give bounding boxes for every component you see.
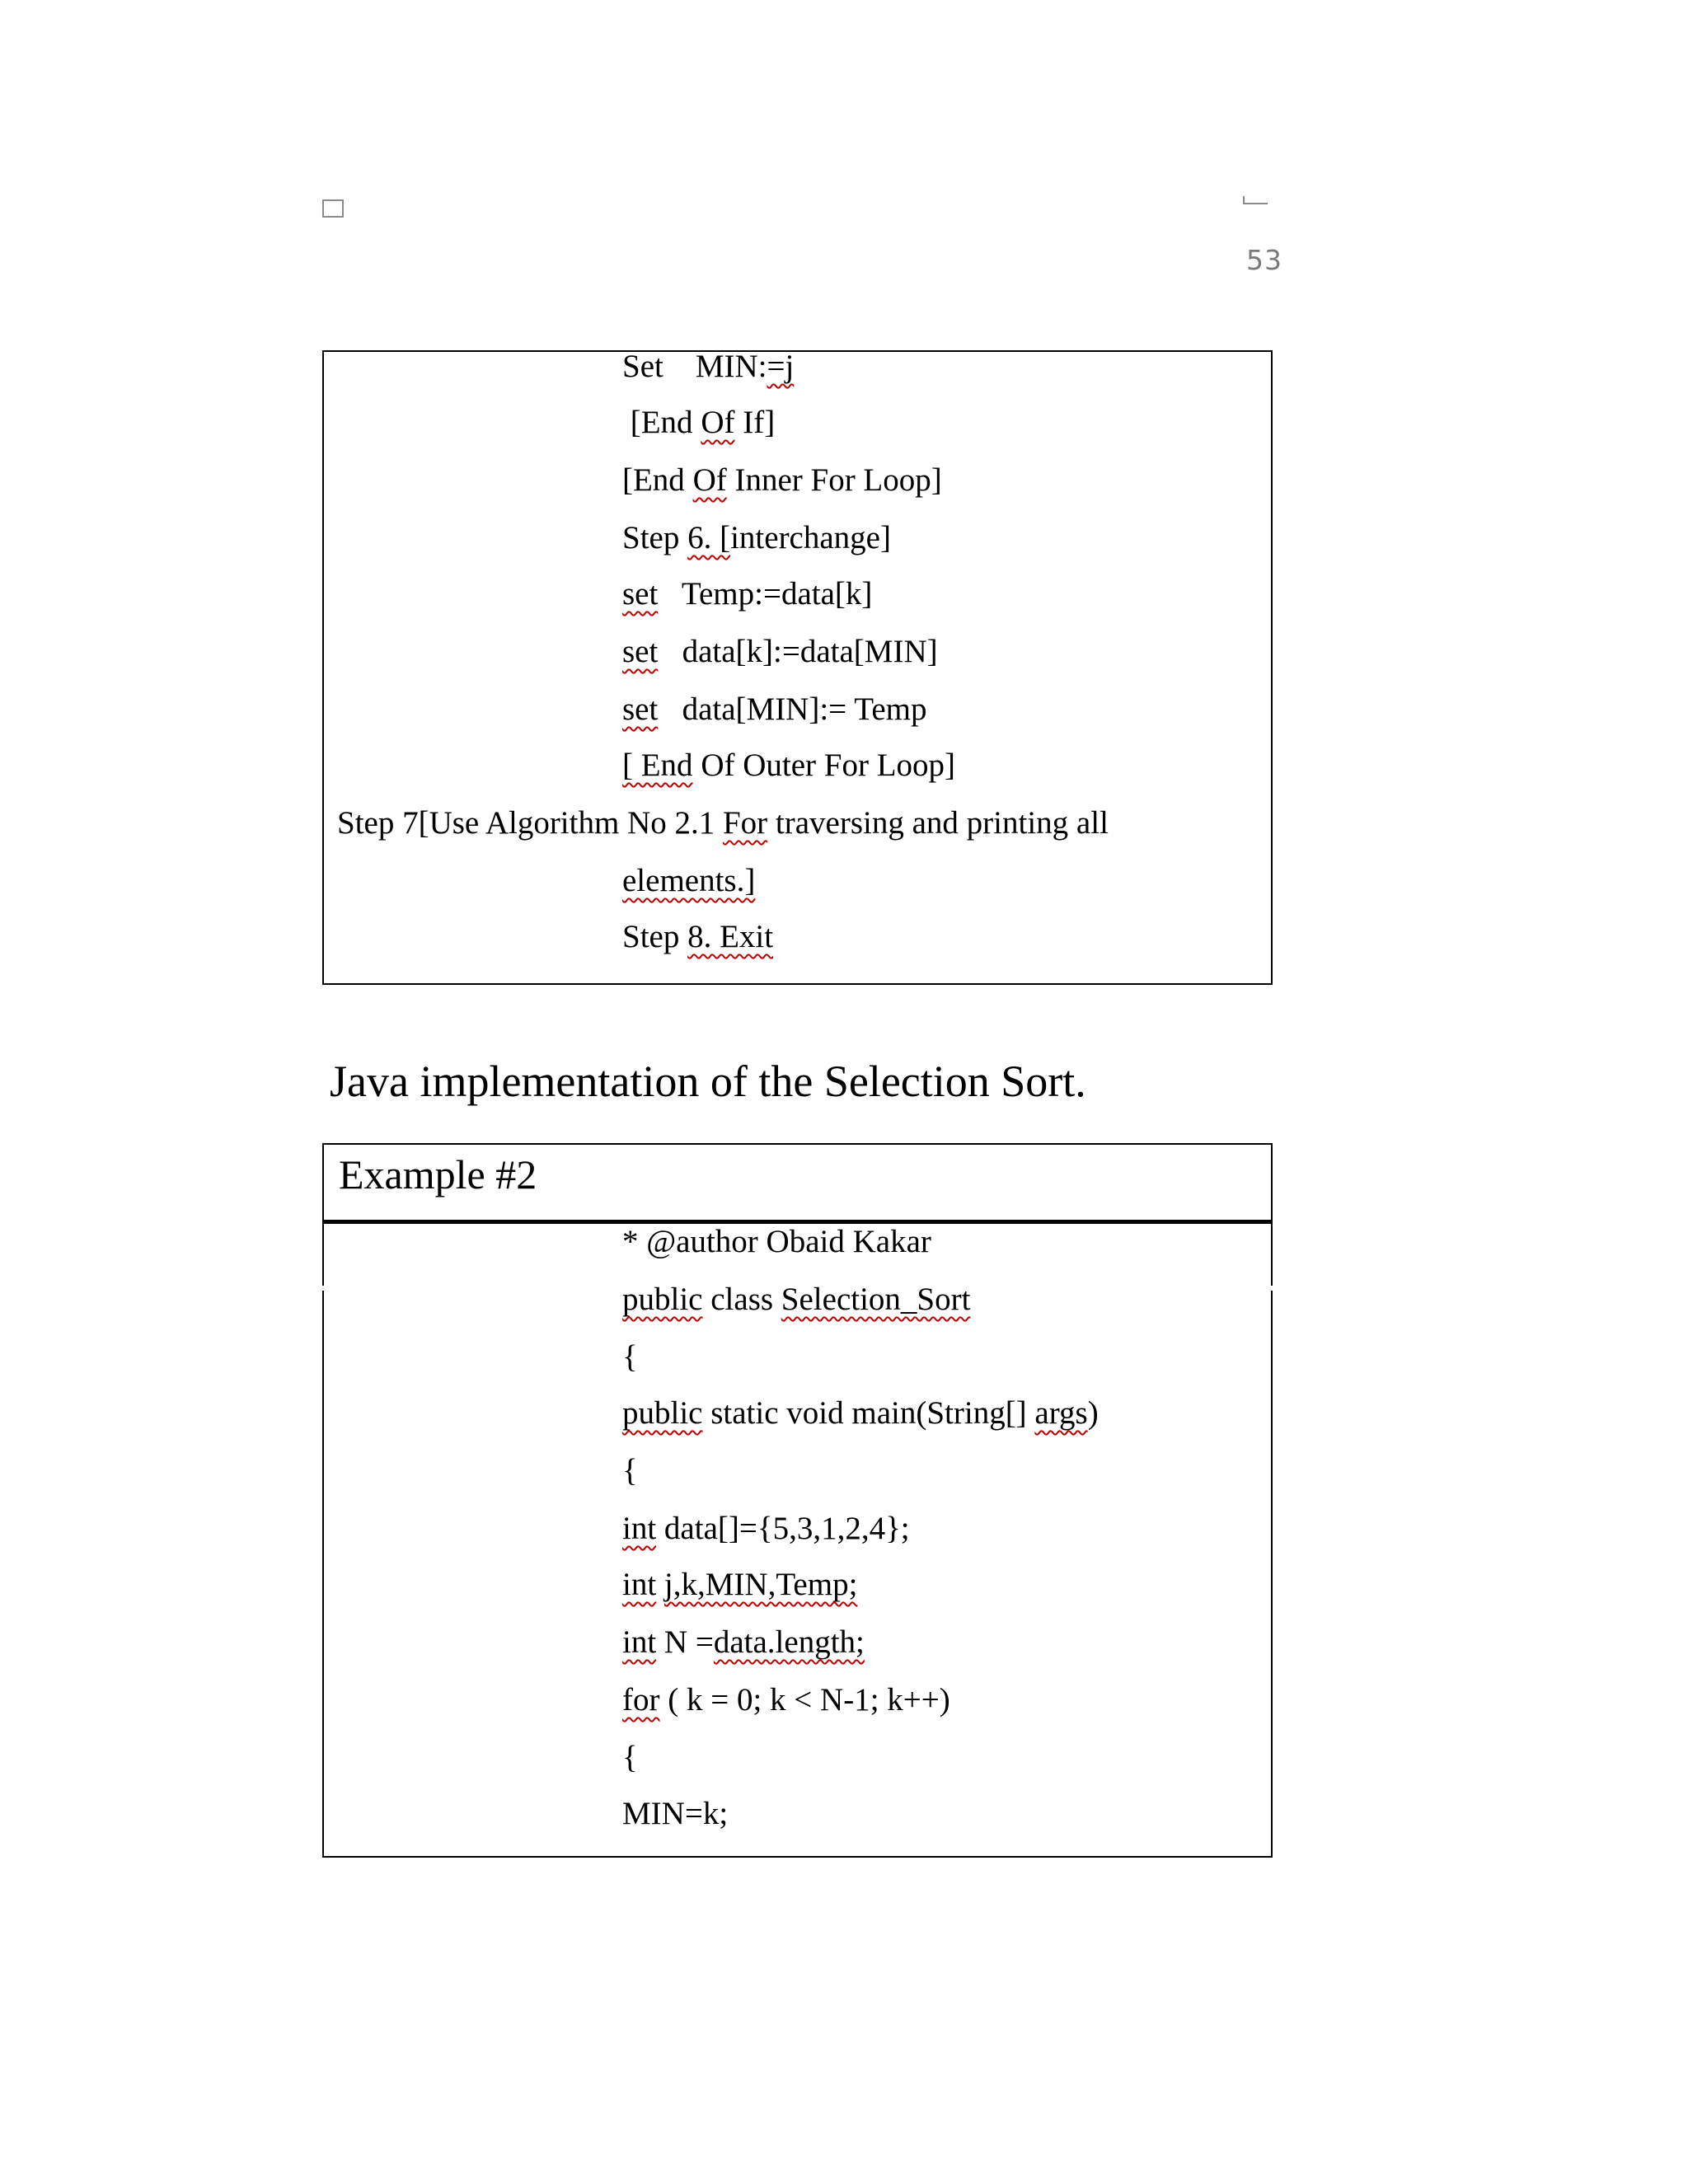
algorithm-text-flagged: set [622,634,659,669]
algorithm-line [622,633,938,671]
code-text: { [622,1339,638,1375]
algorithm-text: Of Outer For Loop] [692,748,955,783]
code-text-flagged: for [622,1682,660,1718]
algorithm-text: Step [622,520,688,555]
algorithm-text: Inner For Loop] [726,462,942,498]
algorithm-line [622,747,955,785]
code-line [622,1739,638,1777]
algorithm-line [622,519,891,557]
code-text: ( k = 0; k < N-1; k++) [659,1682,950,1718]
algorithm-line [622,462,942,499]
code-text: ) [1087,1395,1099,1431]
code-text-flagged: Selection_Sort [781,1282,971,1317]
algorithm-text-flagged: =j [767,349,795,384]
algorithm-text-flagged: Of [692,462,727,498]
algorithm-line [622,404,775,442]
code-line [622,1223,931,1261]
page-corner-mark-right [1243,196,1268,204]
algorithm-text-flagged: [ End [622,748,693,783]
code-line [622,1681,950,1719]
code-text-flagged: data.length; [713,1624,865,1660]
code-text: MIN=k; [622,1796,729,1831]
code-text-flagged: args [1034,1395,1088,1431]
page-number: 53 [1246,244,1282,276]
code-text-flagged: public [622,1395,703,1431]
section-heading: Java implementation of the Selection Sort. [330,1057,1086,1106]
algorithm-text-flagged: set [622,576,659,612]
algorithm-text-flagged: set [622,691,659,727]
algorithm-line [622,862,755,900]
algorithm-text-flagged: For [722,805,768,841]
algorithm-line [622,348,794,386]
algorithm-text-flagged: Of [701,405,735,440]
code-text-flagged: j,k,MIN,Temp; [663,1567,858,1602]
algorithm-text: traversing and printing all [767,805,1109,841]
code-text [656,1567,664,1602]
algorithm-text: Temp:=data[k] [658,576,873,612]
code-text: * @author Obaid Kakar [622,1224,931,1259]
algorithm-line [337,804,1109,842]
example-title: Example #2 [339,1151,537,1197]
algorithm-line [622,918,773,956]
code-box-border-gap-left [321,1286,326,1291]
example-header-box [322,1143,1273,1224]
code-text: { [622,1453,638,1488]
algorithm-text: data[k]:=data[MIN] [658,634,938,669]
algorithm-text-flagged: 8. Exit [687,919,774,954]
algorithm-text: [End [622,462,693,498]
code-text: { [622,1740,638,1775]
code-text: class [702,1282,781,1317]
code-text: static void main(String[] [702,1395,1035,1431]
code-text-flagged: public [622,1282,703,1317]
code-box-border-gap-right [1269,1286,1274,1291]
algorithm-text: Step [622,919,688,954]
code-line [622,1624,865,1661]
code-line [622,1510,910,1548]
algorithm-text: Set MIN: [622,349,767,384]
algorithm-text: interchange] [730,520,891,555]
code-line [622,1394,1099,1432]
code-text-flagged: int [622,1511,657,1546]
algorithm-line [622,575,872,613]
code-line [622,1795,728,1833]
code-text-flagged: int [622,1567,657,1602]
algorithm-text: data[MIN]:= Temp [658,691,927,727]
code-line [622,1566,857,1604]
code-line [622,1338,638,1376]
algorithm-text-flagged: 6. [ [687,520,731,555]
code-text: data[]={5,3,1,2,4}; [656,1511,910,1546]
algorithm-line [622,691,926,729]
code-line [622,1281,970,1319]
page-corner-mark-left [322,199,344,218]
algorithm-text: [End [622,405,701,440]
code-text-flagged: int [622,1624,657,1660]
code-text: N = [656,1624,714,1660]
algorithm-text: If] [734,405,776,440]
algorithm-text-flagged: elements.] [622,863,756,898]
algorithm-text: Step 7[Use Algorithm No 2.1 [337,805,723,841]
code-line [622,1452,638,1490]
